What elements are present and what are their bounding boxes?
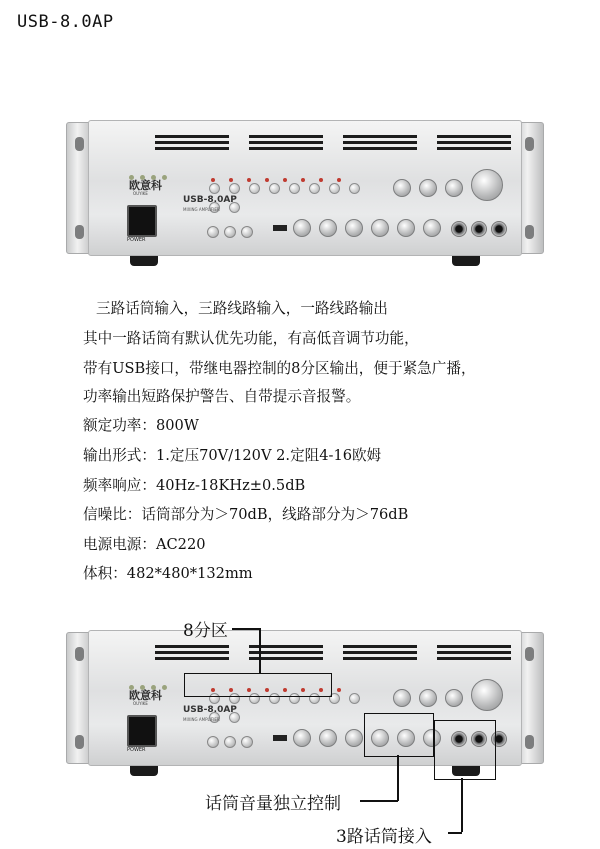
vent — [437, 645, 511, 663]
power-label: POWER — [127, 747, 146, 753]
knob — [445, 689, 463, 707]
knob — [293, 729, 311, 747]
callout-mic-inputs: 3路话筒接入 — [336, 827, 432, 847]
foot — [130, 256, 158, 266]
model-subtitle: MIXING AMPLIFIER — [183, 207, 220, 212]
power-switch — [127, 715, 157, 747]
knob — [445, 179, 463, 197]
knob — [423, 219, 441, 237]
usb-port — [273, 225, 287, 231]
knob — [419, 179, 437, 197]
knob — [345, 219, 363, 237]
spec-dimensions: 体积：482*480*132mm — [83, 565, 253, 582]
callout-line — [397, 755, 399, 801]
callout-line — [232, 628, 260, 630]
model-badge: USB-8.0AP — [183, 705, 237, 715]
usb-buttons — [207, 733, 267, 752]
mic-input-highlight-box — [434, 720, 496, 780]
mic-jack — [451, 221, 467, 237]
foot — [130, 766, 158, 776]
vent — [343, 135, 417, 153]
zone-buttons — [209, 179, 385, 191]
callout-zones: 8分区 — [183, 621, 228, 641]
vent — [343, 645, 417, 663]
callout-line — [461, 778, 463, 832]
status-leds — [129, 165, 179, 171]
knob — [371, 219, 389, 237]
mic-jack — [491, 221, 507, 237]
front-panel — [88, 120, 522, 256]
description-line: 其中一路话筒有默认优先功能，有高低音调节功能， — [83, 330, 419, 347]
knob — [293, 219, 311, 237]
description-line: 带有USB接口，带继电器控制的8分区输出，便于紧急广播， — [83, 360, 476, 377]
knob — [319, 219, 337, 237]
vent — [155, 135, 229, 153]
master-volume-knob — [471, 679, 503, 711]
callout-line — [360, 800, 398, 802]
description-line: 功率输出短路保护警告、自带提示音报警。 — [83, 388, 361, 405]
brand-name: OUYIKE — [133, 191, 148, 196]
master-volume-knob — [471, 169, 503, 201]
mic-volume-highlight-box — [364, 713, 434, 757]
spec-power-source: 电源电源：AC220 — [83, 536, 206, 553]
power-switch — [127, 205, 157, 237]
spec-frequency-response: 频率响应：40Hz-18KHz±0.5dB — [83, 477, 306, 494]
brand-logo: 欧意科 — [129, 179, 162, 192]
spec-rated-power: 额定功率：800W — [83, 417, 199, 434]
zone-leds — [211, 167, 387, 172]
model-heading: USB-8.0AP — [17, 12, 114, 32]
foot — [452, 256, 480, 266]
zone-highlight-box — [184, 673, 332, 697]
knob — [419, 689, 437, 707]
knob — [393, 179, 411, 197]
vent — [155, 645, 229, 663]
amplifier-photo-top — [66, 118, 544, 258]
brand-logo: 欧意科 — [129, 689, 162, 702]
usb-port — [273, 735, 287, 741]
spec-output-mode: 输出形式：1.定压70V/120V 2.定阻4-16欧姆 — [83, 447, 382, 464]
callout-mic-volume: 话筒音量独立控制 — [205, 794, 341, 814]
model-badge: USB-8.0AP — [183, 195, 237, 205]
knob — [397, 219, 415, 237]
knob — [345, 729, 363, 747]
description-line: 三路话筒输入，三路线路输入，一路线路输出 — [96, 300, 388, 317]
spec-snr: 信噪比：话筒部分为＞70dB，线路部分为＞76dB — [83, 506, 409, 523]
mic-jack — [471, 221, 487, 237]
status-leds — [129, 675, 179, 681]
vent — [437, 135, 511, 153]
knob — [393, 689, 411, 707]
power-label: POWER — [127, 237, 146, 243]
knob — [319, 729, 337, 747]
model-subtitle: MIXING AMPLIFIER — [183, 717, 220, 722]
callout-line — [259, 628, 261, 673]
callout-line — [448, 832, 462, 834]
vent — [249, 135, 323, 153]
usb-buttons — [207, 223, 267, 242]
brand-name: OUYIKE — [133, 701, 148, 706]
